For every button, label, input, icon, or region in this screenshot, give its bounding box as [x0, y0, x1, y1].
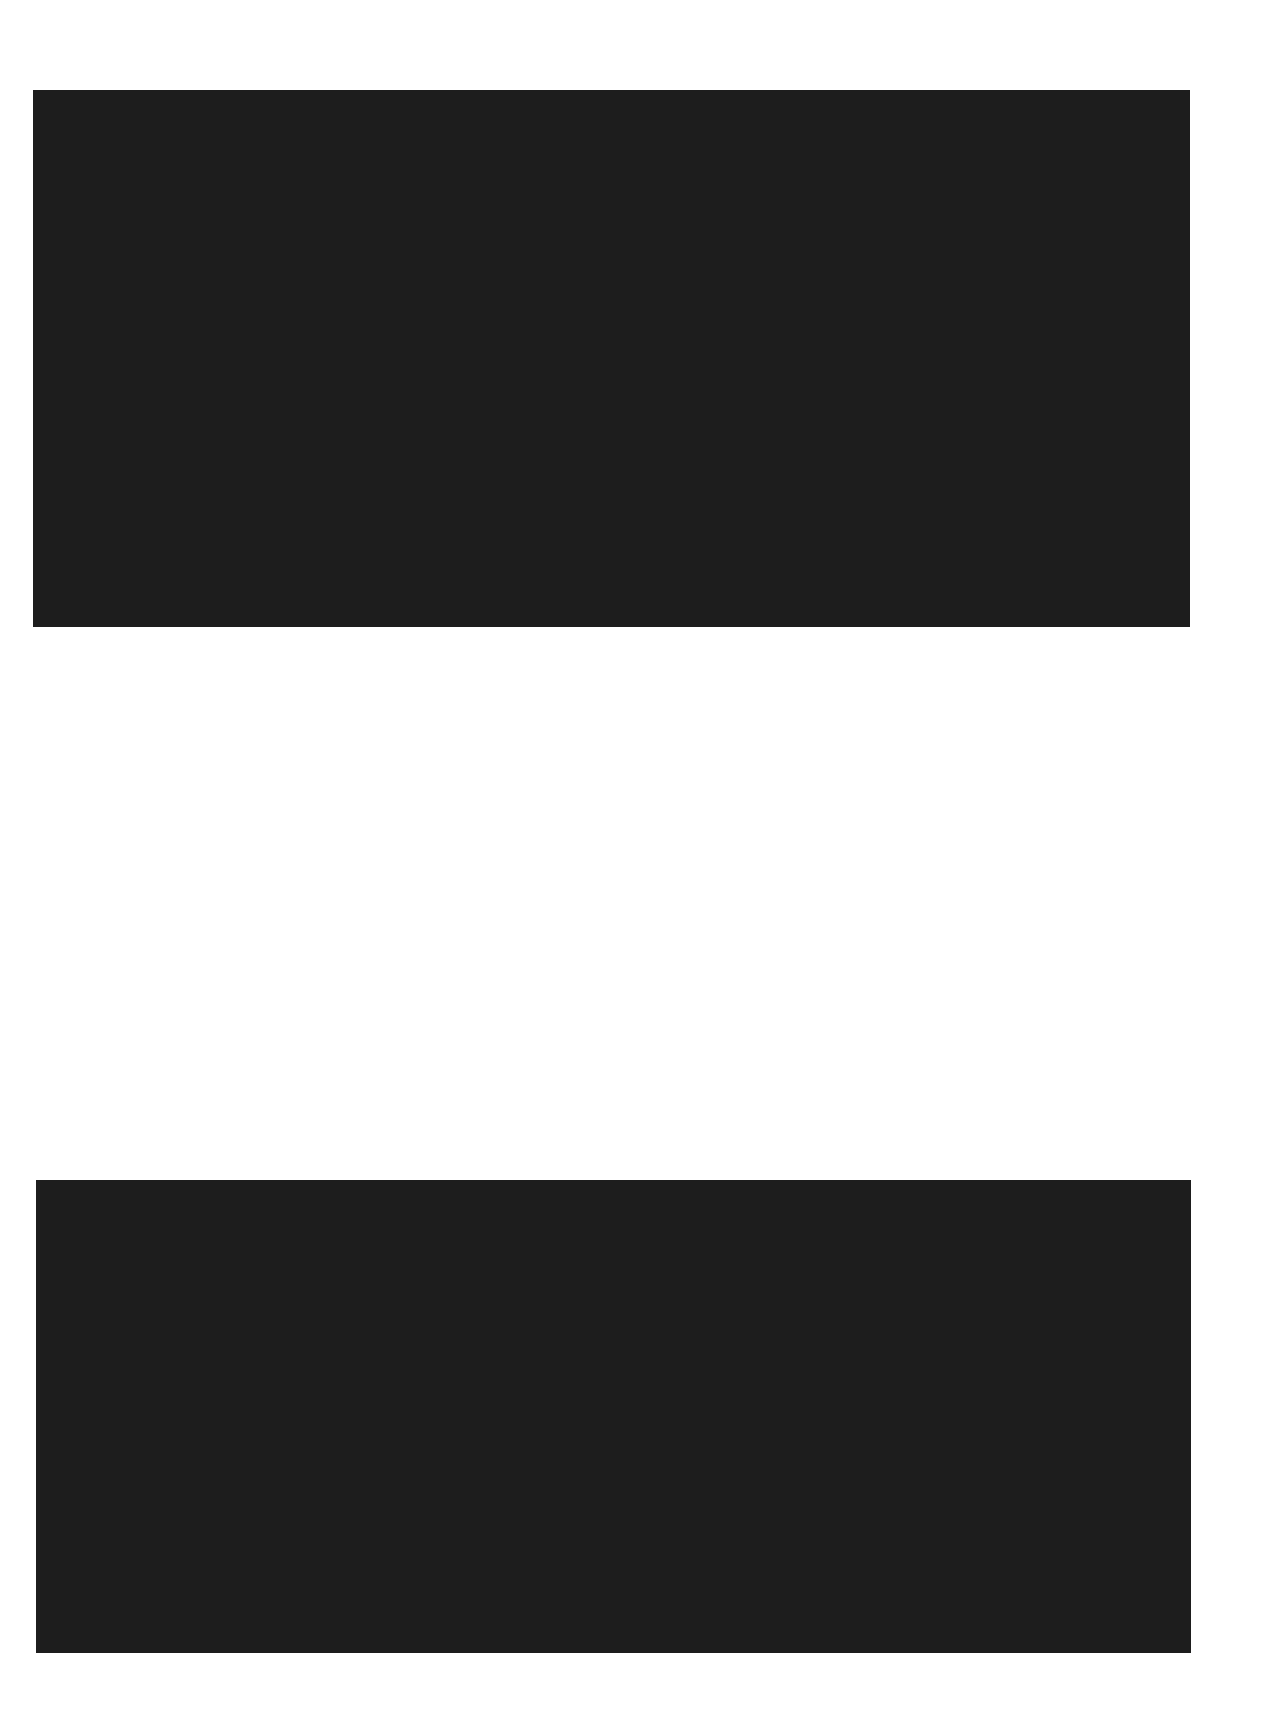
theta-kappa-iota-group-photo	[33, 90, 1190, 627]
group-photo-image	[36, 1180, 1191, 1653]
group-photo-image	[33, 90, 1190, 627]
alpha-phi-omega-group-photo	[36, 1180, 1191, 1653]
